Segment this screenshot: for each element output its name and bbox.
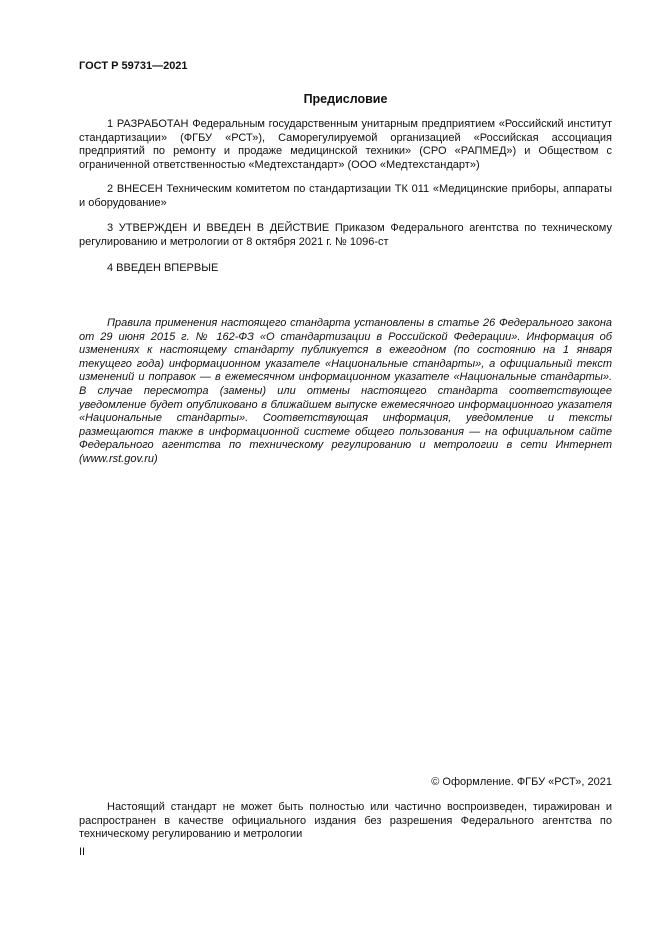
- standard-id: ГОСТ Р 59731—2021: [79, 60, 188, 72]
- preface-item-developed: 1 РАЗРАБОТАН Федеральным государственным унитарным предприятием «Российский институт стандартизации» (ФГБУ «РСТ»), Саморегулируемой организацией «Российская ассоциация предприятий по ремонту и продаже медицинской техники» (СРО «РАПМЕД») и Обществом с ограниченной ответственностью «Медтехстандарт» (ООО «Медтехстандарт»): [79, 118, 612, 171]
- preface-title: Предисловие: [303, 92, 388, 106]
- preface-item-introduced: 2 ВНЕСЕН Техническим комитетом по стандартизации ТК 011 «Медицинские приборы, аппараты и оборудование»: [79, 183, 612, 209]
- preface-item-first-introduced: 4 ВВЕДЕН ВПЕРВЫЕ: [107, 262, 219, 274]
- rules-application-note: Правила применения настоящего стандарта установлены в статье 26 Федерального закона от 29 июня 2015 г. № 162-ФЗ «О стандартизации в Российской Федерации». Информация об изменениях к настоящему стандарту публикуется в ежегодном (по состоянию на 1 января текущего года) информационном указателе «Национальные стандарты», а официальный текст изменений и поправок — в ежемесячном информационном указателе «Национальные стандарты». В случае пересмотра (замены) или отмены настоящего стандарта соответствующее уведомление будет опубликовано в ближайшем выпуске ежемесячного информационного указателя «Национальные стандарты». Соответствующая информация, уведомление и тексты размещаются также в информационной системе общего пользования — на официальном сайте Федерального агентства по техническому регулированию и метрологии в сети Интернет (www.rst.gov.ru): [79, 317, 612, 465]
- reproduction-notice: Настоящий стандарт не может быть полностью или частично воспроизведен, тиражирован и распространен в качестве официального издания без разрешения Федерального агентства по техническому регулированию и метрологии: [79, 801, 612, 841]
- copyright-notice: © Оформление. ФГБУ «РСТ», 2021: [431, 776, 612, 788]
- preface-item-approved: 3 УТВЕРЖДЕН И ВВЕДЕН В ДЕЙСТВИЕ Приказом Федерального агентства по техническому регулированию и метрологии от 8 октября 2021 г. № 1096-ст: [79, 222, 612, 248]
- page-number: II: [79, 846, 86, 858]
